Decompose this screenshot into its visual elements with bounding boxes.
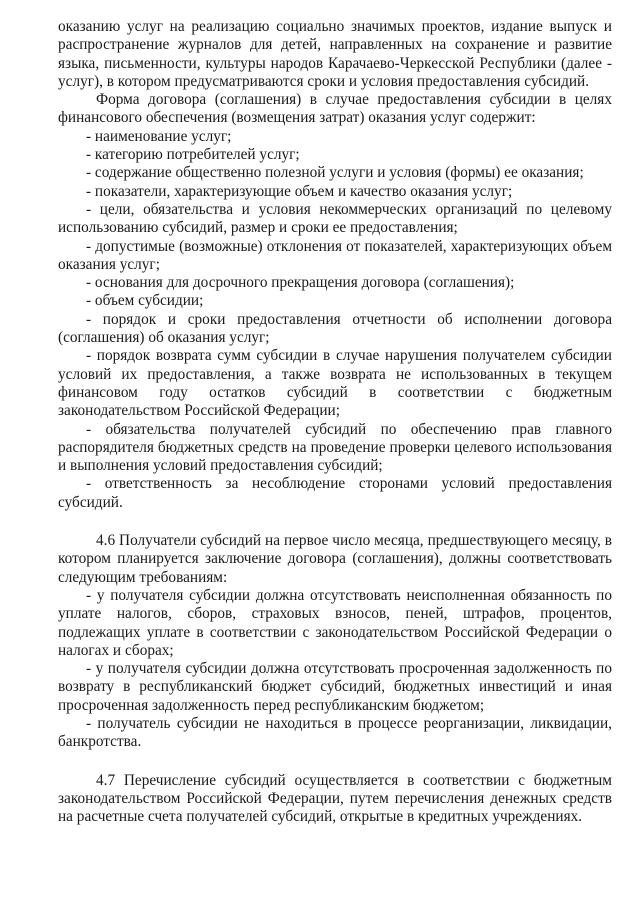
list-item: - у получателя субсидии должна отсутствовать неисполненная обязанность по уплате налогов, сборов, страховых взносов, пеней, штрафов, процентов, подлежащих уплате в соответствии с законодательством Российской Федерации о налогах и сборах; bbox=[58, 586, 612, 659]
list-item: - цели, обязательства и условия некоммерческих организаций по целевому использованию субсидий, размер и сроки ее предоставления; bbox=[58, 200, 612, 237]
list-item: - порядок и сроки предоставления отчетности об исполнении договора (соглашения) об оказания услуг; bbox=[58, 310, 612, 347]
list-item: - категорию потребителей услуг; bbox=[86, 146, 300, 164]
list-item: - у получателя субсидии должна отсутствовать просроченная задолженность по возврату в республиканский бюджет субсидий, бюджетных инвестиций и иная просроченная задолженность перед республиканским бюджетом; bbox=[58, 660, 612, 714]
form-paragraph: Форма договора (соглашения) в случае предоставления субсидии в целях финансового обеспечения (возмещения затрат) оказания услуг содержит: bbox=[58, 91, 612, 127]
list-item: - наименование услуг; bbox=[86, 127, 232, 145]
section-4-7-paragraph: 4.7 Перечисление субсидий осуществляется в соответствии с бюджетным законодательством Российской Федерации, путем перечисления денежных средств на расчетные счета получателей субсидий, открытые в кредитных учреждениях. bbox=[58, 771, 612, 826]
document-page bbox=[58, 18, 612, 826]
form-items-list bbox=[58, 128, 612, 512]
requirements-list bbox=[58, 587, 612, 752]
list-item: - допустимые (возможные) отклонения от показателей, характеризующих объем оказания услуг; bbox=[58, 237, 612, 273]
intro-paragraph: оказанию услуг на реализацию социально значимых проектов, издание выпуск и распространение журналов для детей, направленных на сохранение и развитие языка, письменности, культуры народов Карачаево-Черкесской Республики (далее - услуг), в котором предусматриваются сроки и условия предоставления субсидий. bbox=[58, 18, 612, 90]
list-item: - показатели, характеризующие объем и качество оказания услуг; bbox=[86, 182, 513, 200]
list-item: - ответственность за несоблюдение сторонами условий предоставления субсидий. bbox=[58, 475, 612, 511]
list-item: - обязательства получателей субсидий по обеспечению прав главного распорядителя бюджетных средств на проведение проверки целевого использования и выполнения условий предоставления субсидий; bbox=[58, 420, 612, 475]
list-item: - порядок возврата сумм субсидии в случае нарушения получателем субсидии условий их предоставления, а также возврата не использованных в текущем финансовом году остатков субсидий в соответствии с бюджетным законодательством Российской Федерации; bbox=[58, 347, 612, 420]
spacer bbox=[58, 512, 612, 532]
list-item: - получатель субсидии не находиться в процессе реорганизации, ликвидации, банкротства. bbox=[58, 714, 612, 751]
spacer bbox=[58, 752, 612, 772]
section-4-6-paragraph: 4.6 Получатели субсидий на первое число месяца, предшествующего месяцу, в котором планируется заключение договора (соглашения), должны соответствовать следующим требованиям: bbox=[58, 532, 612, 586]
list-item: - основания для досрочного прекращения договора (соглашения); bbox=[86, 274, 515, 292]
list-item: - объем субсидии; bbox=[86, 292, 204, 310]
list-item: - содержание общественно полезной услуги и условия (формы) ее оказания; bbox=[86, 164, 584, 182]
